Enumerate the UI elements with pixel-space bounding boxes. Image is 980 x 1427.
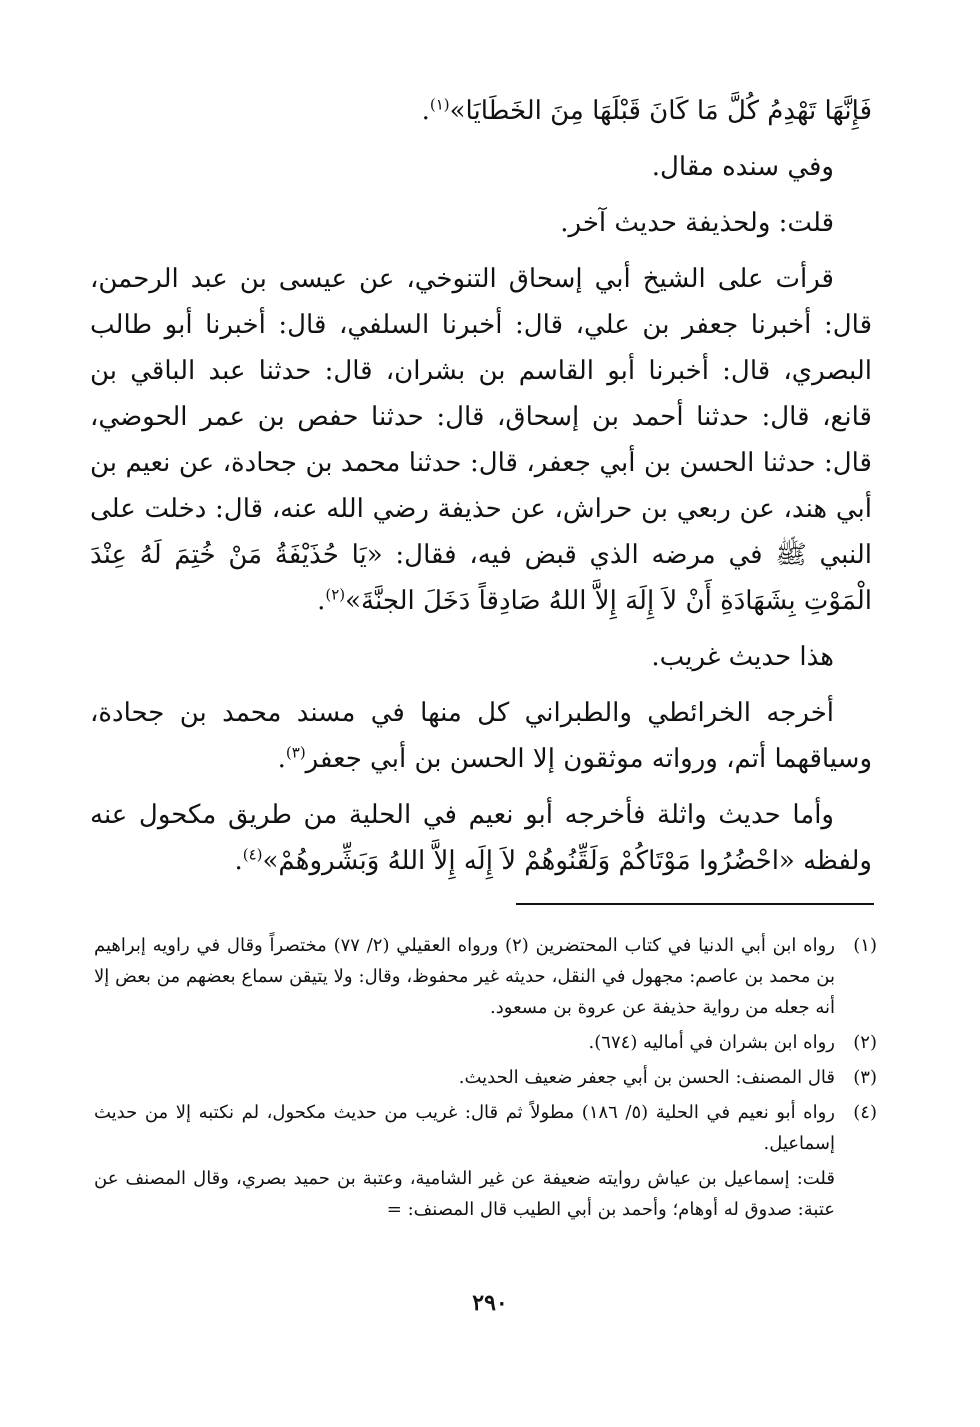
footnote-number: (١) [853, 935, 877, 956]
footnote-ref-3: (٣) [285, 743, 306, 762]
paragraph-7-end: . [234, 846, 243, 876]
paragraph-1-text: فَإِنَّهَا تَهْدِمُ كُلَّ مَا كَانَ قَبْلَهَا مِنَ الخَطَايَا» [449, 96, 872, 126]
footnote-4-continuation: قلت: إسماعيل بن عياش روايته ضعيفة عن غير الشامية، وعتبة بن حميد بصري، وقال المصنف عن عتبة: صدوق له أوهام؛ وأحمد بن أبي الطيب قال المصنف: = [94, 1168, 835, 1220]
footnote-text: رواه ابن أبي الدنيا في كتاب المحتضرين (٢) ورواه العقيلي (٢/ ٧٧) مختصراً وقال في راويه إبراهيم بن محمد بن عاصم: مجهول في النقل، حديثه غير محفوظ، وقال: ولا يتيقن سماع بعضهم من بعض إلا أنه جعله من رواية حذيفة عن عروة بن مسعود. [94, 935, 836, 1018]
paragraph-3: قلت: ولحذيفة حديث آخر. [560, 208, 834, 238]
footnote-1 [94, 930, 877, 1023]
paragraph-1-end: . [421, 96, 430, 126]
footnote-text: رواه أبو نعيم في الحلية (٥/ ١٨٦) مطولاً ثم قال: غريب من حديث مكحول، لم نكتبه إلا من حديث إسماعيل. [94, 1102, 835, 1154]
paragraph-7-text: وأما حديث واثلة فأخرجه أبو نعيم في الحلية من طريق مكحول عنه ولفظه «احْضُرُوا مَوْتَاكُمْ وَلَقِّنُوهُمْ لاَ إِلَه إِلاَّ اللهُ وَبَشِّروهُمْ» [90, 800, 872, 876]
footnote-text: رواه ابن بشران في أماليه (٦٧٤). [588, 1032, 835, 1053]
footnote-ref-1: (١) [429, 95, 450, 114]
paragraph-4-end: . [317, 586, 326, 616]
footnote-number: (٢) [853, 1032, 877, 1053]
footnote-ref-4: (٤) [242, 845, 263, 864]
footnote-number: (٤) [853, 1102, 877, 1123]
page-number: ٢٩٠ [472, 1290, 508, 1316]
footnote-text: قال المصنف: الحسن بن أبي جعفر ضعيف الحديث. [458, 1067, 835, 1088]
paragraph-4 [90, 256, 872, 624]
paragraph-5: هذا حديث غريب. [651, 642, 834, 672]
footnote-2 [94, 1027, 877, 1058]
footnote-3 [94, 1062, 877, 1093]
footnote-number: (٣) [853, 1067, 877, 1088]
footnote-ref-2: (٢) [325, 585, 346, 604]
paragraph-6 [90, 690, 872, 782]
paragraph-1 [90, 88, 872, 134]
main-text [90, 88, 872, 894]
paragraph-2: وفي سنده مقال. [651, 152, 834, 182]
paragraph-7 [90, 792, 872, 884]
footnote-4 [94, 1097, 877, 1159]
paragraph-6-text: أخرجه الخرائطي والطبراني كل منها في مسند محمد بن جحادة، وسياقهما أتم، ورواته موثقون إلا الحسن بن أبي جعفر [90, 698, 872, 774]
footnote-divider [516, 903, 874, 905]
paragraph-4-text: قرأت على الشيخ أبي إسحاق التنوخي، عن عيسى بن عبد الرحمن، قال: أخبرنا جعفر بن علي، قال: أخبرنا السلفي، قال: أخبرنا أبو طالب البصري، قال: أخبرنا أبو القاسم بن بشران، قال: حدثنا عبد الباقي بن قانع، قال: حدثنا أحمد بن إسحاق، قال: حدثنا حفص بن عمر الحوضي، قال: حدثنا الحسن بن أبي جعفر، قال: حدثنا محمد بن جحادة، عن نعيم بن أبي هند، عن ربعي بن حراش، عن حذيفة رضي الله عنه، قال: دخلت على النبي ﷺ في مرضه الذي قبض فيه، فقال: «يَا حُذَيْفَةُ مَنْ خُتِمَ لَهُ عِنْدَ الْمَوْتِ بِشَهَادَةِ أَنْ لاَ إِلَهَ إِلاَّ اللهُ صَادِقاً دَخَلَ الجنَّةَ» [90, 264, 873, 616]
paragraph-6-end: . [277, 744, 286, 774]
footnotes [94, 930, 877, 1225]
